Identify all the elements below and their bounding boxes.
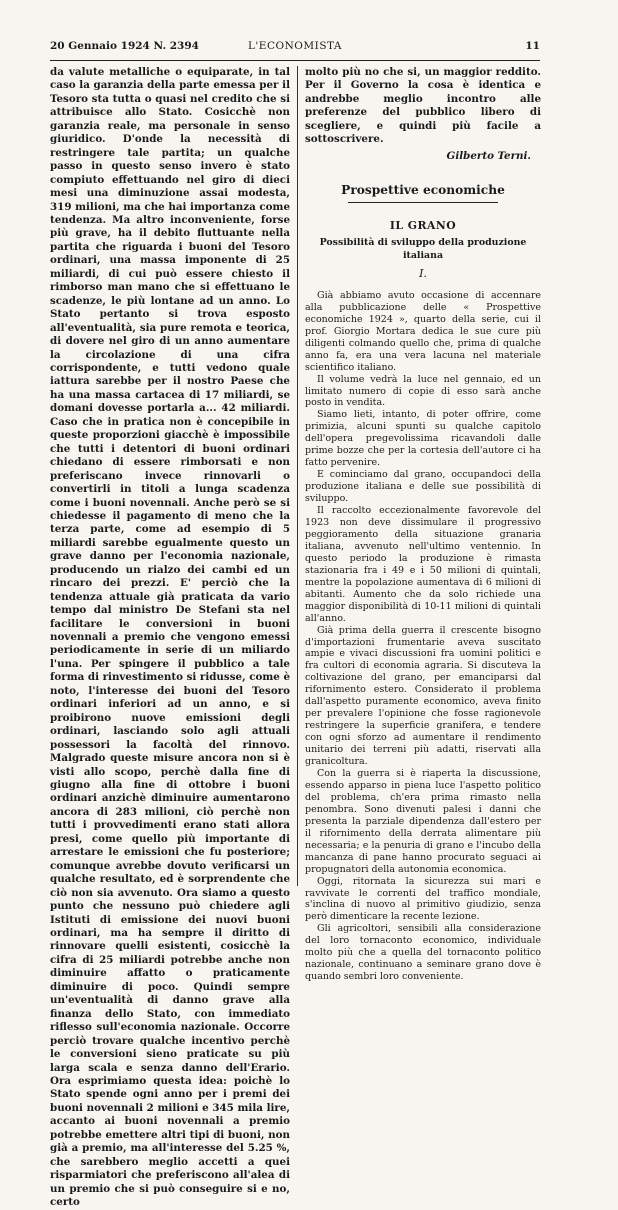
article-paragraph: Il volume vedrà la luce nel gennaio, ed un limitato numero di copie di esso sarà anche posto in vendita. <box>305 373 541 409</box>
section-title: Prospettive economiche <box>341 182 505 197</box>
header-journal-title: L'ECONOMISTA <box>247 40 343 52</box>
article-paragraph: Siamo lieti, intanto, di poter offrire, come primizia, alcuni spunti su qualche capitolo dell'opera pregevolissima ricavandoli dalle prime bozze che per la cortesia dell'autore ci ha fatto pervenire. <box>305 409 541 469</box>
column-divider <box>297 66 298 886</box>
article-paragraph: Gli agricoltori, sensibili alla considerazione del loro tornaconto economico, individuale molto più che a quella del tornaconto politico nazionale, continuano a seminare grano dove è quando sembri loro conveniente. <box>305 923 541 983</box>
article-subtitle: Possibilità di sviluppo della produzione italiana <box>319 236 527 262</box>
article-part-number: I. <box>419 267 427 281</box>
article-body <box>305 290 541 983</box>
header-rule <box>50 60 540 61</box>
article-paragraph: Con la guerra si è riaperta la discussione, essendo apparso in piena luce l'aspetto politico del problema, ch'era prima rimasto nella penombra. Sono divenuti palesi i danni che presenta la parziale dipendenza dall'estero per il rifornimento della derrata alimentare più necessaria; e la penuria di grano e l'incubo della mancanza di pane hanno procurato seguaci ai propugnatori della autonomia economica. <box>305 768 541 875</box>
author-signature: Gilberto Terni. <box>446 150 531 163</box>
right-column <box>305 66 541 983</box>
section-rule <box>348 202 498 203</box>
article-paragraph: Il raccolto eccezionalmente favorevole del 1923 non deve dissimulare il progressivo peggioramento della situazione granaria italiana, avvenuto nell'ultimo ventennio. In questo periodo la produzione è rimasta stazionaria fra i 49 e i 50 milioni di quintali, mentre la popolazione aumentava di 6 milioni di abitanti. Aumento che da solo richiede una maggior disponibilità di 10-11 milioni di quintali all'anno. <box>305 505 541 624</box>
left-column <box>50 66 290 1209</box>
header-page-number: 11 <box>525 40 540 52</box>
article-paragraph: E cominciamo dal grano, occupandoci della produzione italiana e delle sue possibilità di sviluppo. <box>305 469 541 505</box>
article-title: IL GRANO <box>389 219 457 233</box>
article-paragraph: Già prima della guerra il crescente bisogno d'importazioni frumentarie aveva suscitato ampie e vivaci discussioni fra uomini politici e fra cultori di economia agraria. Si discuteva la coltivazione del grano, per emanciparsi dal rifornimento estero. Considerato il problema dall'aspetto puramente economico, aveva finito per prevalere l'opinione che fosse ragionevole restringere la superficie granifera, e tendere con ogni sforzo ad aumentare il rendimento unitario dei terreni più adatti, riservati alla granicoltura. <box>305 624 541 768</box>
header-date-issue: 20 Gennaio 1924 N. 2394 <box>50 40 199 52</box>
article-paragraph: Oggi, ritornata la sicurezza sui mari e ravvivate le correnti del traffico mondiale, s'inclina di nuovo al primitivo giudizio, senza però dimenticare la recente lezione. <box>305 875 541 923</box>
page-header <box>50 40 540 56</box>
continuation-paragraph: molto più no che si, un maggior reddito. Per il Governo la cosa è identica e andrebbe meglio incontro alle preferenze del pubblico libero di scegliere, e quindi più facile a sottoscrivere. <box>305 66 541 146</box>
article-paragraph: Già abbiamo avuto occasione di accennare alla pubblicazione delle « Prospettive economiche 1924 », quarto della serie, cui il prof. Giorgio Mortara dedica le sue cure più diligenti colmando quello che, prima di qualche anno fa, era una vera lacuna nel materiale scientifico italiano. <box>305 289 541 373</box>
left-column-paragraph: da valute metalliche o equiparate, in tal caso la garanzia della parte emessa per il Tesoro sta tutta o quasi nel credito che si attribuisce allo Stato. Cosicchè non garanzia reale, ma personale in senso giuridico. D'onde la necessità di restringere tale partita; un qualche passo in questo senso invero è stato compiuto effettuando nel giro di dieci mesi una diminuzione assai modesta, 319 milioni, ma che hai importanza come tendenza. Ma altro inconveniente, forse più grave, ha il debito fluttuante nella partita che riguarda i buoni del Tesoro ordinari, una massa imponente di 25 miliardi, di cui può essere chiesto il rimborso man mano che si effettuano le scadenze, le più lontane ad un anno. Lo Stato pertanto si trova esposto all'eventualità, sia pure remota e teorica, di dovere nel giro di un anno aumentare la circolazione di una cifra corrispondente, e tutti vedono quale iattura sarebbe per il nostro Paese che ha una massa cartacea di 17 miliardi, se domani dovesse portarla a... 42 miliardi. Caso che in pratica non è concepibile in queste proporzioni giacchè è impossibile che tutti i detentori di buoni ordinari chiedano di essere rimborsati e non preferiscano invece rinnovarli o convertirli in titoli a lunga scadenza come i buoni novennali. Anche però se si chiedesse il pagamento di meno che la terza parte, come ad esempio di 5 miliardi sarebbe egualmente questo un grave danno per l'economia nazionale, producendo un rialzo dei cambi ed un rincaro dei prezzi. E' perciò che la tendenza attuale già praticata da vario tempo dal ministro De Stefani sta nel facilitare le conversioni in buoni novennali a premio che vengono emessi periodicamente in serie di un miliardo l'una. Per spingere il pubblico a tale forma di rinvestimento si ridusse, come è noto, l'interesse dei buoni del Tesoro ordinari inferiori ad un anno, e si proibirono nuove emissioni degli ordinari, lasciando solo agli attuali possessori la facoltà del rinnovo. Malgrado queste misure ancora non si è visti allo scopo, perchè dalla fine di giugno alla fine di ottobre i buoni ordinari anzichè diminuire aumentarono ancora di 283 milioni, ciò perchè non tutti i provvedimenti erano stati allora presi, come quello più importante di arrestare le emissioni che fu posteriore; comunque avrebbe dovuto verificarsi un qualche resultato, ed è sorprendente che ciò non sia avvenuto. Ora siamo a questo punto che nessuno può chiedere agli Istituti di emissione dei nuovi buoni ordinari, ma ha sempre il diritto di rinnovare quelli esistenti, cosicchè la cifra di 25 miliardi potrebbe anche non diminuire affatto o praticamente diminuire di poco. Quindi sempre un'eventualità di danno grave alla finanza dello Stato, con immediato riflesso sull'economia nazionale. Occorre perciò trovare qualche incentivo perchè le conversioni sieno praticate su più larga scala e senza danno dell'Erario. Ora esprimiamo questa idea: poichè lo Stato spende ogni anno per i premi dei buoni novennali 2 milioni e 345 mila lire, accanto ai buoni novennali a premio potrebbe emettere altri tipi di buoni, non già a premio, ma all'interesse del 5.25 %, che sarebbero meglio accetti a quei risparmiatori che preferiscono all'alea di un premio che si può conseguire si e no, certo <box>50 66 290 1209</box>
